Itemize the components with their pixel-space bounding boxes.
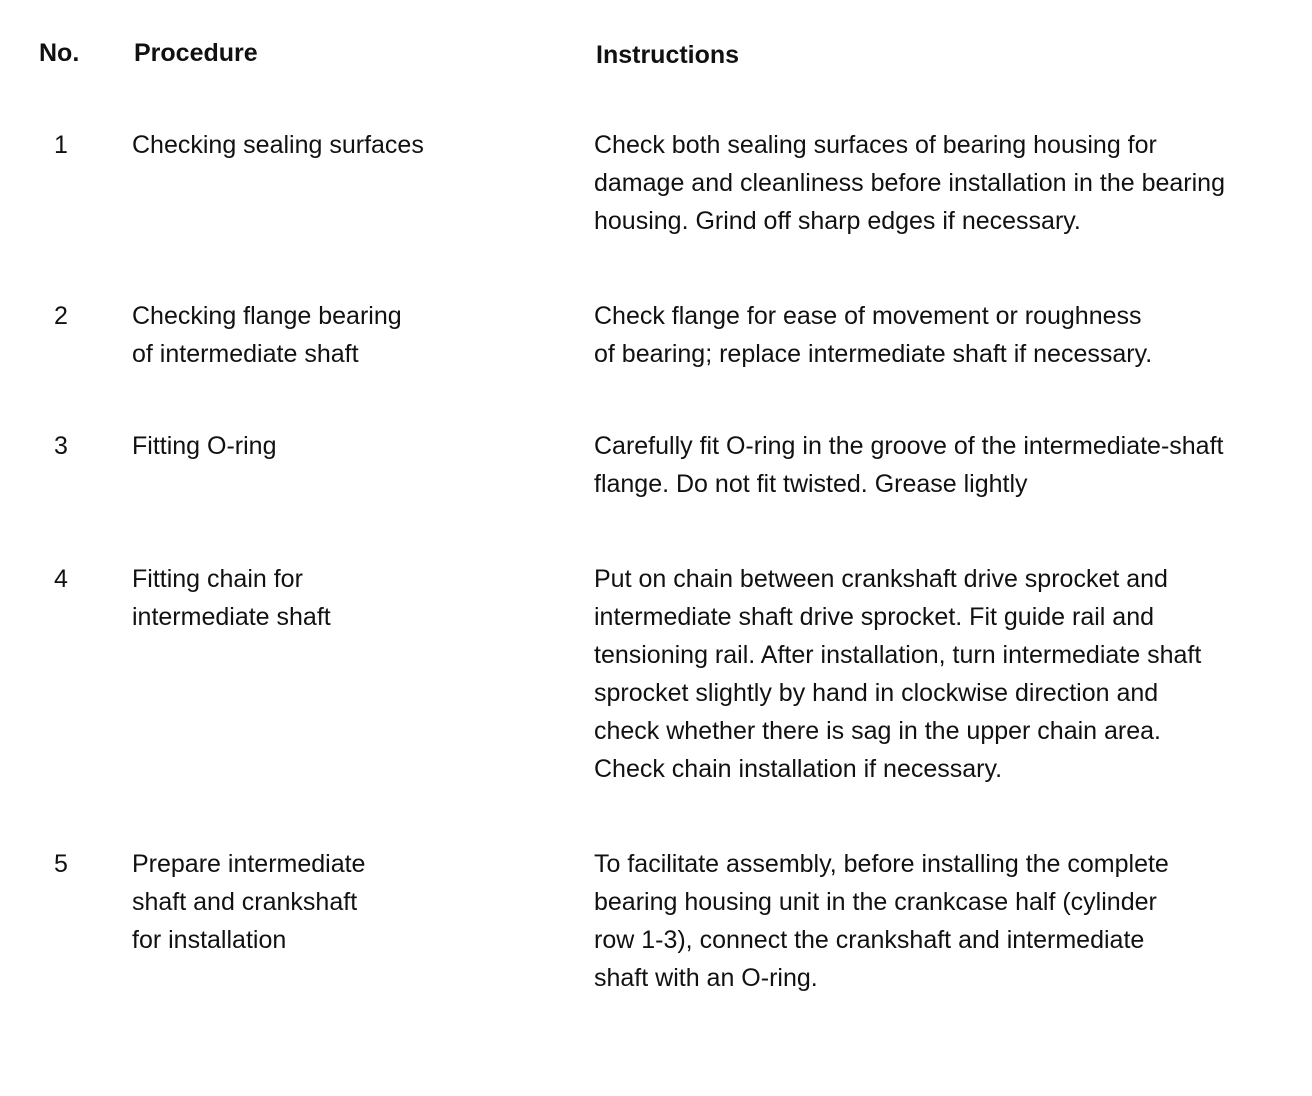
- procedure-cell: [132, 126, 552, 164]
- step-number: 5: [54, 850, 68, 878]
- instruction-text: Check flange for ease of movement or roughness: [594, 302, 1142, 330]
- instruction-text: row 1-3), connect the crankshaft and intermediate: [594, 926, 1145, 954]
- step-number: 4: [54, 565, 68, 593]
- step-number: 2: [54, 302, 68, 330]
- table-header: [0, 34, 1312, 74]
- step-number: 1: [54, 131, 68, 159]
- instruction-text: Check both sealing surfaces of bearing housing for: [594, 131, 1157, 159]
- instruction-text: To facilitate assembly, before installing the complete: [594, 850, 1169, 878]
- instructions-cell: [594, 845, 1294, 997]
- instruction-text: tensioning rail. After installation, turn intermediate shaft: [594, 641, 1202, 669]
- step-number: 3: [54, 432, 68, 460]
- instruction-text: bearing housing unit in the crankcase half (cylinder: [594, 888, 1157, 916]
- procedure-text: Fitting O-ring: [132, 432, 277, 460]
- instructions-cell: [594, 427, 1294, 503]
- procedure-text: Prepare intermediate: [132, 850, 366, 878]
- header-procedure: Procedure: [134, 39, 258, 67]
- instructions-cell: [594, 560, 1294, 788]
- instruction-text: intermediate shaft drive sprocket. Fit guide rail and: [594, 603, 1154, 631]
- header-instructions: Instructions: [596, 41, 740, 69]
- instruction-text: Carefully fit O-ring in the groove of the intermediate-shaft: [594, 432, 1224, 460]
- instruction-text: sprocket slightly by hand in clockwise direction and: [594, 679, 1159, 707]
- instruction-text: shaft with an O-ring.: [594, 964, 818, 992]
- procedure-cell: [132, 427, 552, 465]
- procedure-text: Checking flange bearing: [132, 302, 402, 330]
- procedure-text: of intermediate shaft: [132, 340, 359, 368]
- instructions-cell: [594, 297, 1294, 373]
- procedure-cell: [132, 560, 552, 636]
- instruction-text: of bearing; replace intermediate shaft if necessary.: [594, 340, 1153, 368]
- instruction-text: housing. Grind off sharp edges if necessary.: [594, 207, 1081, 235]
- instructions-cell: [594, 126, 1294, 240]
- procedure-cell: [132, 845, 552, 959]
- procedure-text: shaft and crankshaft: [132, 888, 358, 916]
- procedure-cell: [132, 297, 552, 373]
- procedure-text: Fitting chain for: [132, 565, 303, 593]
- header-no: No.: [39, 39, 80, 67]
- instruction-text: flange. Do not fit twisted. Grease lightly: [594, 470, 1028, 498]
- instruction-text: damage and cleanliness before installation in the bearing: [594, 169, 1225, 197]
- procedure-text: Checking sealing surfaces: [132, 131, 424, 159]
- procedure-text: for installation: [132, 926, 287, 954]
- instruction-text: Check chain installation if necessary.: [594, 755, 1003, 783]
- procedure-text: intermediate shaft: [132, 603, 331, 631]
- instruction-text: Put on chain between crankshaft drive sprocket and: [594, 565, 1168, 593]
- instruction-text: check whether there is sag in the upper chain area.: [594, 717, 1162, 745]
